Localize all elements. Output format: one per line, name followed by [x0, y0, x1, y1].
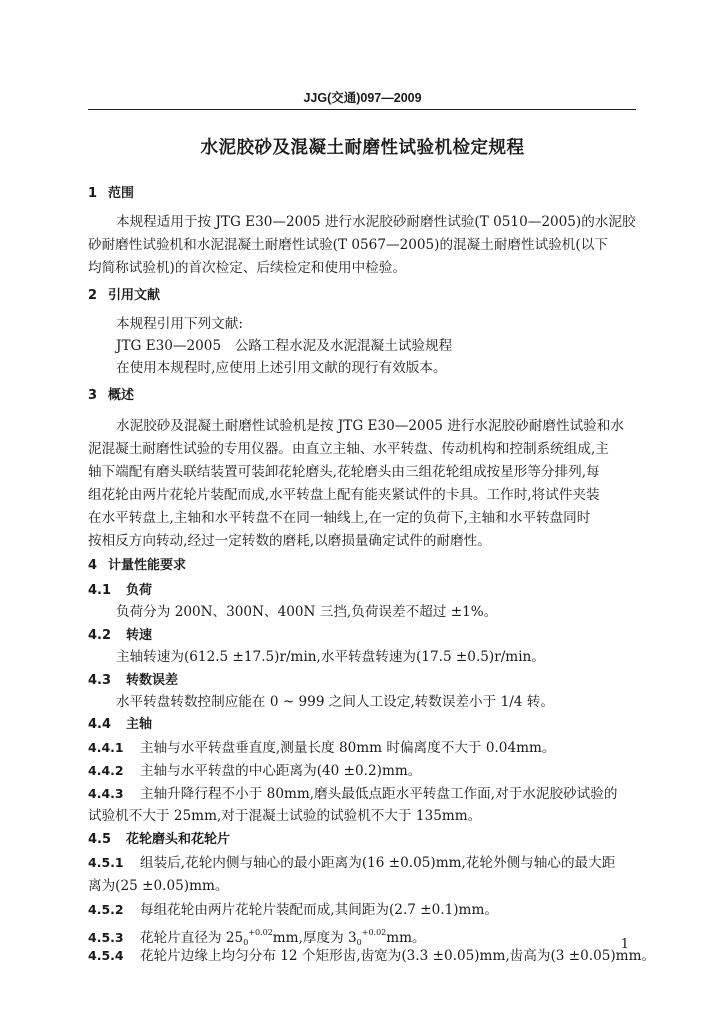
section-4-heading: 4 计量性能要求 — [88, 558, 187, 573]
section-4-4-heading: 4.4 主轴 — [88, 717, 153, 732]
header-rule — [88, 109, 636, 110]
document-header: JJG(交通)097—2009 — [303, 91, 422, 105]
section-2-line-1: 本规程引用下列文献: — [116, 316, 243, 332]
section-4-4-3: 4.4.3 主轴升降行程不小于 80mm,磨头最低点距水平转盘工作面,对于水泥胶砂试验的 — [88, 786, 618, 802]
section-4-1-text: 负荷分为 200N、300N、400N 三挡,负荷误差不超过 ±1%。 — [116, 604, 498, 620]
section-4-2-heading: 4.2 转速 — [88, 628, 153, 643]
section-1-line-3: 均简称试验机)的首次检定、后续检定和使用中检验。 — [88, 260, 406, 276]
section-3-line-4: 组花轮由两片花轮片装配而成,水平转盘上配有能夹紧试件的卡具。工作时,将试件夹装 — [88, 487, 600, 503]
section-3-line-3: 轴下端配有磨头联结装置可装卸花轮磨头,花轮磨头由三组花轮组成按星形等分排列,每 — [88, 464, 600, 480]
section-2-line-2: JTG E30—2005 公路工程水泥及水泥混凝土试验规程 — [116, 338, 453, 354]
section-1-heading: 1 范围 — [88, 186, 135, 201]
page-number: 1 — [620, 937, 629, 952]
section-3-line-5: 在水平转盘上,主轴和水平转盘不在同一轴线上,在一定的负荷下,主轴和水平转盘同时 — [88, 510, 591, 526]
section-4-3-heading: 4.3 转数误差 — [88, 673, 179, 688]
section-2-line-3: 在使用本规程时,应使用上述引用文献的现行有效版本。 — [116, 360, 447, 376]
section-4-4-3-cont: 试验机不大于 25mm,对于混凝土试验的试验机不大于 135mm。 — [88, 808, 482, 824]
section-4-2-text: 主轴转速为(612.5 ±17.5)r/min,水平转盘转速为(17.5 ±0.5)r/min。 — [116, 649, 545, 665]
section-4-5-1-cont: 离为(25 ±0.05)mm。 — [88, 878, 229, 894]
section-4-1-heading: 4.1 负荷 — [88, 583, 153, 598]
page-title: 水泥胶砂及混凝土耐磨性试验机检定规程 — [200, 138, 525, 158]
section-3-heading: 3 概述 — [88, 388, 135, 403]
section-3-line-2: 泥混凝土耐磨性试验的专用仪器。由直立主轴、水平转盘、传动机构和控制系统组成,主 — [88, 441, 609, 457]
section-1-line-1: 本规程适用于按 JTG E30—2005 进行水泥胶砂耐磨性试验(T 0510—2005)的水泥胶 — [116, 214, 636, 230]
section-4-4-1: 4.4.1 主轴与水平转盘垂直度,测量长度 80mm 时偏离度不大于 0.04mm。 — [88, 740, 556, 756]
section-4-5-heading: 4.5 花轮磨头和花轮片 — [88, 832, 231, 847]
section-3-line-6: 按相反方向转动,经过一定转数的磨耗,以磨损量确定试件的耐磨性。 — [88, 533, 491, 549]
section-4-5-3: 4.5.3 花轮片直径为 $25_0^{+0.02}mm$,厚度为 $3_0^{+0.02}mm$。 — [88, 928, 426, 947]
section-4-5-1: 4.5.1 组装后,花轮内侧与轴心的最小距离为(16 ±0.05)mm,花轮外侧与轴心的最大距 — [88, 855, 616, 871]
section-4-5-2: 4.5.2 每组花轮由两片花轮片装配而成,其间距为(2.7 ±0.1)mm。 — [88, 902, 498, 918]
section-4-4-2: 4.4.2 主轴与水平转盘的中心距离为(40 ±0.2)mm。 — [88, 763, 422, 779]
section-1-line-2: 砂耐磨性试验机和水泥混凝土耐磨性试验(T 0567—2005)的混凝土耐磨性试验机(以下 — [88, 237, 608, 253]
section-4-3-text: 水平转盘转数控制应能在 0 ~ 999 之间人工设定,转数误差小于 1/4 转。 — [116, 694, 554, 710]
section-2-heading: 2 引用文献 — [88, 288, 161, 303]
section-3-line-1: 水泥胶砂及混凝土耐磨性试验机是按 JTG E30—2005 进行水泥胶砂耐磨性试验和水 — [116, 418, 624, 434]
section-4-5-4: 4.5.4 花轮片边缘上均匀分布 12 个矩形齿,齿宽为(3.3 ±0.05)mm,齿高为(3 ±0.05)mm。 — [88, 948, 656, 964]
